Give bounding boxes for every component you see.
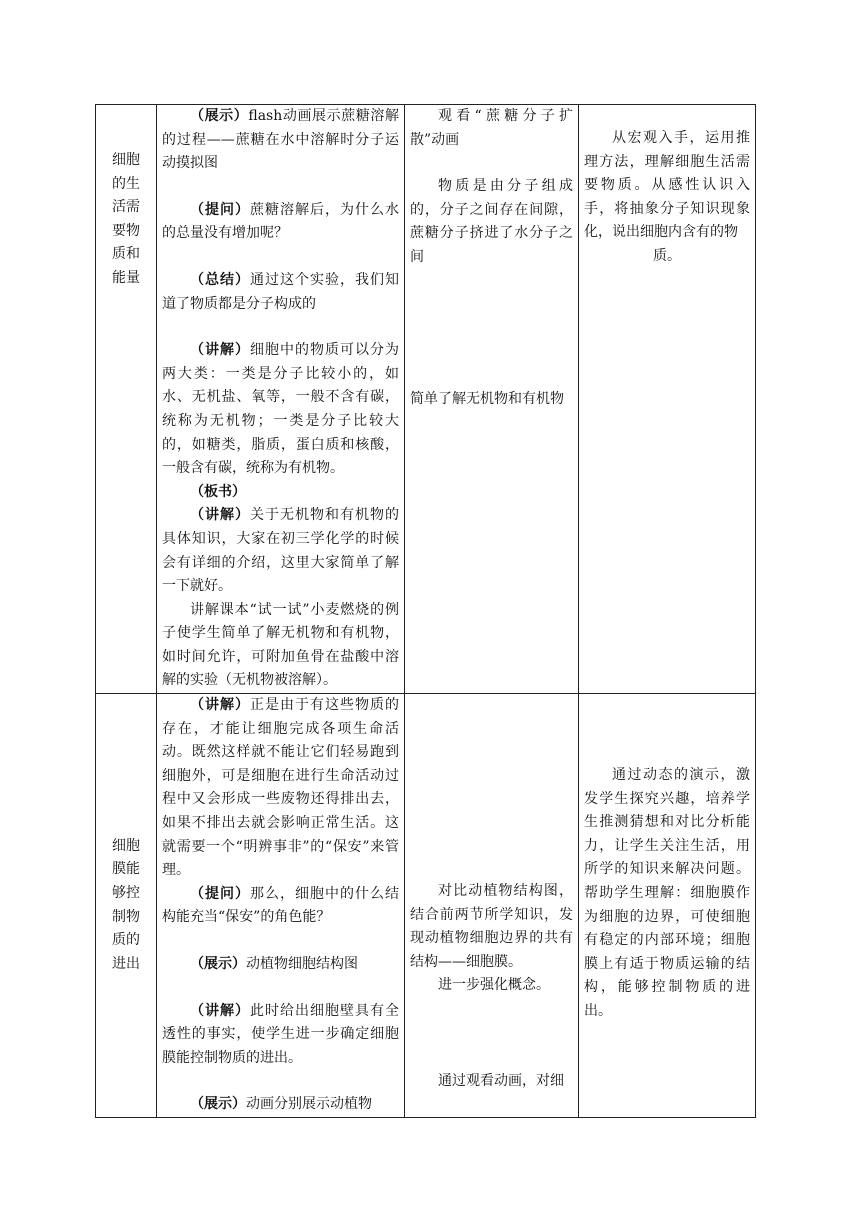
teacher-activity-cell — [157, 105, 405, 694]
student-paragraph: 通过观看动画，对细 — [438, 1073, 564, 1090]
student-activity-cell — [405, 694, 579, 1118]
teacher-paragraph: （讲解）关于无机物和有机物的具体知识，大家在初三学化学的时候会有详细的介绍，这里大家简单了解一下就好。 — [162, 507, 399, 595]
teacher-activity-cell — [157, 694, 405, 1118]
teacher-paragraph: （讲解）正是由于有这些物质的存在，才能让细胞完成各项生命活动。既然这样就不能让它们轻易跑到细胞外，可是细胞在进行生命活动过程中又会形成一些废物还得排出去，如果不排出去就会影响正常生活。这就需要一个“明辨事非”的“保安”来管理。 — [162, 697, 399, 879]
topic-line: 质和 — [112, 246, 140, 263]
topic-line: 能量 — [112, 269, 140, 286]
topic-line: 膜能 — [112, 861, 140, 878]
topic-line: 活需 — [112, 199, 140, 216]
table-row — [96, 694, 756, 1118]
teacher-paragraph: （讲解）细胞中的物质可以分为两大类：一类是分子比较小的，如水、无机盐、氧等，一般不含有碳，统称为无机物；一类是分子比较大的，如糖类，脂质，蛋白质和核酸，一般含有碳，统称为有机物。 — [162, 342, 399, 477]
student-paragraph: 物质是由分子组成的，分子之间存在间隙，蔗糖分子挤进了水分子之间 — [410, 178, 573, 265]
student-activity-cell — [405, 105, 579, 694]
student-paragraph: 简单了解无机物和有机物 — [410, 390, 564, 407]
student-paragraph: 对比动植物结构图，结合前两节所学知识，发现动植物细胞边界的共有结构——细胞膜。 — [410, 883, 573, 970]
topic-line: 进出 — [112, 955, 140, 972]
topic-line: 制物 — [112, 908, 140, 925]
teacher-paragraph: （总结）通过这个实验，我们知道了物质都是分子构成的 — [162, 271, 399, 312]
topic-line: 要物 — [112, 222, 140, 239]
topic-line: 的生 — [112, 175, 140, 192]
topic-line: 细胞 — [112, 837, 140, 854]
objective-cell — [579, 694, 756, 1118]
student-paragraph: 观看“蔗糖分子扩散”动画 — [410, 108, 573, 148]
objective-text: 从宏观入手，运用推理方法，理解细胞生活需要物质。从感性认识入手，将抽象分子知识现象化，说出细胞内含有的物 — [584, 130, 750, 241]
topic-line: 质的 — [112, 932, 140, 949]
teacher-paragraph: （展示）动植物细胞结构图 — [190, 956, 358, 972]
table-row — [96, 105, 756, 694]
topic-cell — [96, 694, 157, 1118]
teacher-paragraph: （板书） — [190, 483, 246, 500]
teacher-paragraph: （提问）蔗糖溶解后，为什么水的总量没有增加呢？ — [162, 201, 399, 242]
teacher-paragraph: （展示）flash动画展示蔗糖溶解的过程——蔗糖在水中溶解时分子运动摸拟图 — [162, 108, 399, 172]
teacher-paragraph: （展示）动画分别展示动植物 — [190, 1096, 372, 1113]
objective-text: 通过动态的演示，激发学生探究兴趣，培养学生推测猜想和对比分析能力，让学生关注生活，用所学的知识来解决问题。帮助学生理解：细胞膜作为细胞的边界，可使细胞有稳定的内部环境；细胞膜上有适于物质运输的结构，能够控制物质的进出。 — [584, 767, 750, 1019]
topic-line: 够控 — [112, 884, 140, 901]
student-paragraph: 进一步强化概念。 — [438, 977, 550, 994]
teacher-paragraph: （讲解）此时给出细胞壁具有全透性的事实，使学生进一步确定细胞膜能控制物质的进出。 — [162, 1002, 399, 1066]
objective-text-tail: 质。 — [653, 247, 681, 264]
lesson-plan-table — [95, 104, 756, 1118]
teacher-paragraph: 讲解课本“试一试”小麦燃烧的例子使学生简单了解无机物和有机物，如时间允许，可附加鱼骨在盐酸中溶解的实验（无机物被溶解）。 — [162, 601, 399, 689]
topic-cell — [96, 105, 157, 694]
teacher-paragraph: （提问）那么，细胞中的什么结构能充当“保安”的角色能？ — [162, 885, 399, 926]
topic-line: 细胞 — [112, 152, 140, 168]
objective-cell — [579, 105, 756, 694]
